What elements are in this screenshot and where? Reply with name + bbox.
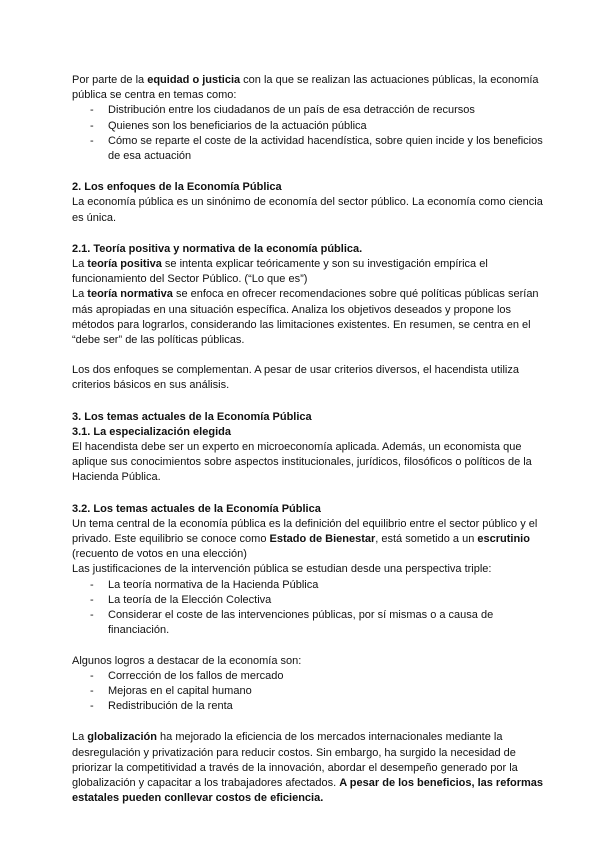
list-item: - Considerar el coste de las intervenciones públicas, por sí mismas o a causa de financiación. bbox=[72, 608, 550, 638]
intro-text-end: con la que se realizan las actuaciones públicas, la economía pública se centra en temas como: bbox=[72, 74, 539, 102]
intro-bold-term: equidad o justicia bbox=[147, 74, 241, 86]
list-item: - Corrección de los fallos de mercado bbox=[72, 669, 550, 684]
list-item: - Distribución entre los ciudadanos de un país de esa detracción de recursos bbox=[72, 103, 550, 118]
section-2-heading: 2. Los enfoques de la Economía Pública bbox=[72, 181, 282, 194]
list-item: - Redistribución de la renta bbox=[72, 699, 550, 714]
section-3-heading: 3. Los temas actuales de la Economía Pública bbox=[72, 410, 312, 423]
justifications-list bbox=[72, 578, 550, 639]
intro-list bbox=[72, 103, 550, 164]
welfare-state-term: Estado de Bienestar bbox=[269, 533, 376, 546]
scrutiny-term: escrutinio bbox=[477, 533, 530, 546]
justifications-text: Las justificaciones de la intervención pública se estudian desde una perspectiva triple: bbox=[72, 563, 492, 576]
list-item: - La teoría de la Elección Colectiva bbox=[72, 593, 550, 608]
achievements-text: Algunos logros a destacar de la economía son: bbox=[72, 654, 302, 667]
list-item: - Cómo se reparte el coste de la actividad hacendística, sobre quien incide y los beneficios de esa actuación bbox=[72, 134, 550, 164]
reforms-conclusion: A pesar de los beneficios, las reformas estatales pueden conllevar costos de eficiencia. bbox=[72, 776, 544, 805]
section-3-2-heading: 3.2. Los temas actuales de la Economía Pública bbox=[72, 502, 321, 515]
normative-theory-paragraph: La teoría normativa se enfoca en ofrecer recomendaciones sobre qué políticas públicas serían más apropiadas en una situación específica. Analiza los objetivos deseados y propone los métodos para lograrlos, considerando las limitaciones existentes. En resumen, se centra en el “debe ser” de las políticas públicas. bbox=[72, 288, 539, 347]
globalization-paragraph: La globalización ha mejorado la eficiencia de los mercados internacionales mediante la desregulación y privatización para reducir costos. Sin embargo, ha surgido la necesidad de priorizar la competitividad a través de la innovación, abordar el desempeño generado por la globalización y capacitar a los trabajadores afectados. A pesar de los beneficios, las reformas estatales pueden conllevar costos de eficiencia. bbox=[72, 731, 544, 805]
list-item: - La teoría normativa de la Hacienda Pública bbox=[72, 578, 550, 593]
section-3-1-heading: 3.1. La especialización elegida bbox=[72, 425, 231, 438]
section-2-1-heading: 2.1. Teoría positiva y normativa de la economía pública. bbox=[72, 242, 363, 255]
list-item: - Quienes son los beneficiarios de la actuación pública bbox=[72, 119, 550, 134]
approaches-summary: Los dos enfoques se complementan. A pesar de usar criterios diversos, el hacendista utiliza criterios básicos en sus análisis. bbox=[72, 364, 519, 392]
section-2-text: La economía pública es un sinónimo de economía del sector público. La economía como ciencia es única. bbox=[72, 196, 543, 224]
welfare-state-paragraph: Un tema central de la economía pública es la definición del equilibrio entre el sector público y el privado. Este equilibrio se conoce como Estado de Bienestar, está sometido a un escrutinio (recuento de votos en una elección) bbox=[72, 517, 538, 561]
achievements-list bbox=[72, 669, 550, 715]
intro-paragraph bbox=[72, 73, 550, 103]
list-item: - Mejoras en el capital humano bbox=[72, 684, 550, 699]
section-3-1-text: El hacendista debe ser un experto en microeconomía aplicada. Además, un economista que aplique sus conocimientos sobre aspectos institucionales, jurídicos, filosóficos o políticos de la Hacienda Pública. bbox=[72, 441, 532, 484]
positive-theory-paragraph: La teoría positiva se intenta explicar teóricamente y son su investigación empírica el funcionamiento del Sector Público. (“Lo que es”) bbox=[72, 258, 488, 286]
intro-text: Por parte de la bbox=[72, 74, 148, 86]
positive-theory-term: teoría positiva bbox=[87, 258, 162, 271]
normative-theory-term: teoría normativa bbox=[87, 288, 173, 301]
globalization-term: globalización bbox=[87, 731, 157, 744]
